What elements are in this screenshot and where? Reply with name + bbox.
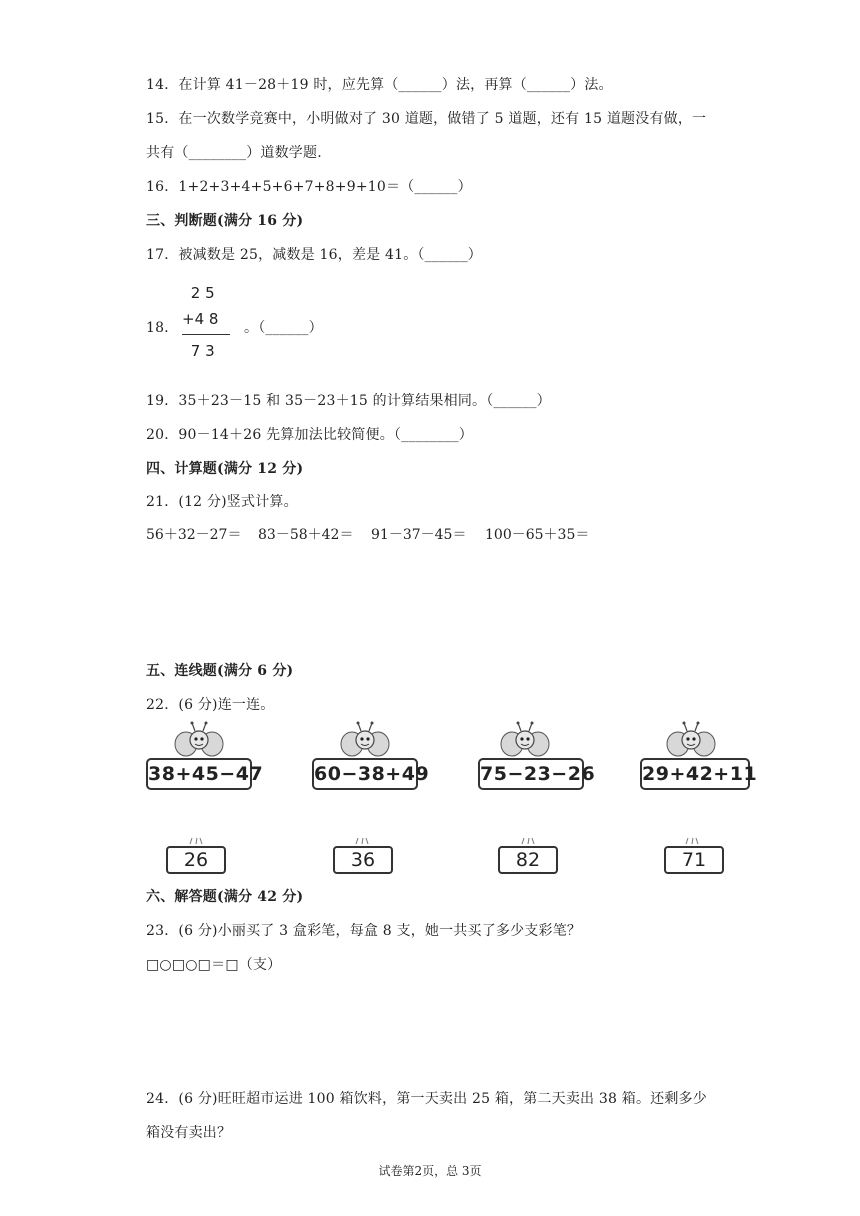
expression-label: 29+42+11 <box>640 758 750 790</box>
bug-antenna-marks <box>0 836 860 846</box>
answer-card-4[interactable]: 71 <box>664 846 724 874</box>
butterfly-bug-icon <box>340 720 390 760</box>
question-22: 22．(6 分)连一连。 <box>146 697 275 713</box>
expression-card-4[interactable] <box>640 720 758 792</box>
question-18-blank: 。（______） <box>244 320 323 336</box>
expression-1: 56＋32－27＝ <box>146 527 242 543</box>
expression-4: 100－65＋35＝ <box>485 527 590 543</box>
expression-card-2[interactable] <box>312 720 430 792</box>
question-24-line-2: 箱没有卖出？ <box>146 1125 232 1141</box>
expression-label: 38+45−47 <box>146 758 252 790</box>
question-15-line-1: 15．在一次数学竞赛中，小明做对了 30 道题，做错了 5 道题，还有 15 道题没有做，一 <box>146 111 707 127</box>
question-19: 19．35＋23－15 和 35－23＋15 的计算结果相同。（______） <box>146 393 551 409</box>
question-20: 20．90－14＋26 先算加法比较简便。（________） <box>146 427 473 443</box>
question-16: 16．1+2+3+4+5+6+7+8+9+10＝（______） <box>146 179 472 195</box>
vertical-result-number: 7 3 <box>186 342 215 360</box>
section-heading-matching: 五、连线题(满分 6 分) <box>146 663 294 679</box>
vertical-sum-line <box>182 334 230 335</box>
butterfly-bug-icon <box>666 720 716 760</box>
vertical-middle-number: +4 8 <box>182 310 219 328</box>
question-17: 17．被减数是 25，减数是 16，差是 41。（______） <box>146 247 483 263</box>
section-heading-word-problems: 六、解答题(满分 42 分) <box>146 889 304 905</box>
page-footer: 试卷第2页，总 3页 <box>378 1164 482 1178</box>
vertical-top-number: 2 5 <box>186 284 215 302</box>
expression-label: 75−23−26 <box>478 758 584 790</box>
expression-2: 83－58＋42＝ <box>258 527 354 543</box>
section-heading-calculation: 四、计算题(满分 12 分) <box>146 461 304 477</box>
butterfly-bug-icon <box>174 720 224 760</box>
question-18-number: 18． <box>146 320 179 336</box>
question-23: 23．(6 分)小丽买了 3 盒彩笔，每盒 8 支，她一共买了多少支彩笔？ <box>146 923 582 939</box>
section-heading-judgement: 三、判断题(满分 16 分) <box>146 213 304 229</box>
answer-card-2[interactable]: 36 <box>333 846 393 874</box>
question-24-line-1: 24．(6 分)旺旺超市运进 100 箱饮料，第一天卖出 25 箱，第二天卖出 38 箱。还剩多少 <box>146 1091 707 1107</box>
question-23-template: □○□○□＝□（支） <box>146 957 282 973</box>
expression-card-3[interactable] <box>478 720 596 792</box>
question-21: 21．(12 分)竖式计算。 <box>146 494 298 510</box>
question-14: 14．在计算 41－28＋19 时，应先算（______）法，再算（______）法。 <box>146 77 613 93</box>
butterfly-bug-icon <box>500 720 550 760</box>
question-15-line-2: 共有（________）道数学题. <box>146 145 322 161</box>
answer-card-1[interactable]: 26 <box>166 846 226 874</box>
expression-card-1[interactable] <box>146 720 264 792</box>
answer-card-3[interactable]: 82 <box>498 846 558 874</box>
expression-label: 60−38+49 <box>312 758 418 790</box>
expression-3: 91－37－45＝ <box>371 527 467 543</box>
